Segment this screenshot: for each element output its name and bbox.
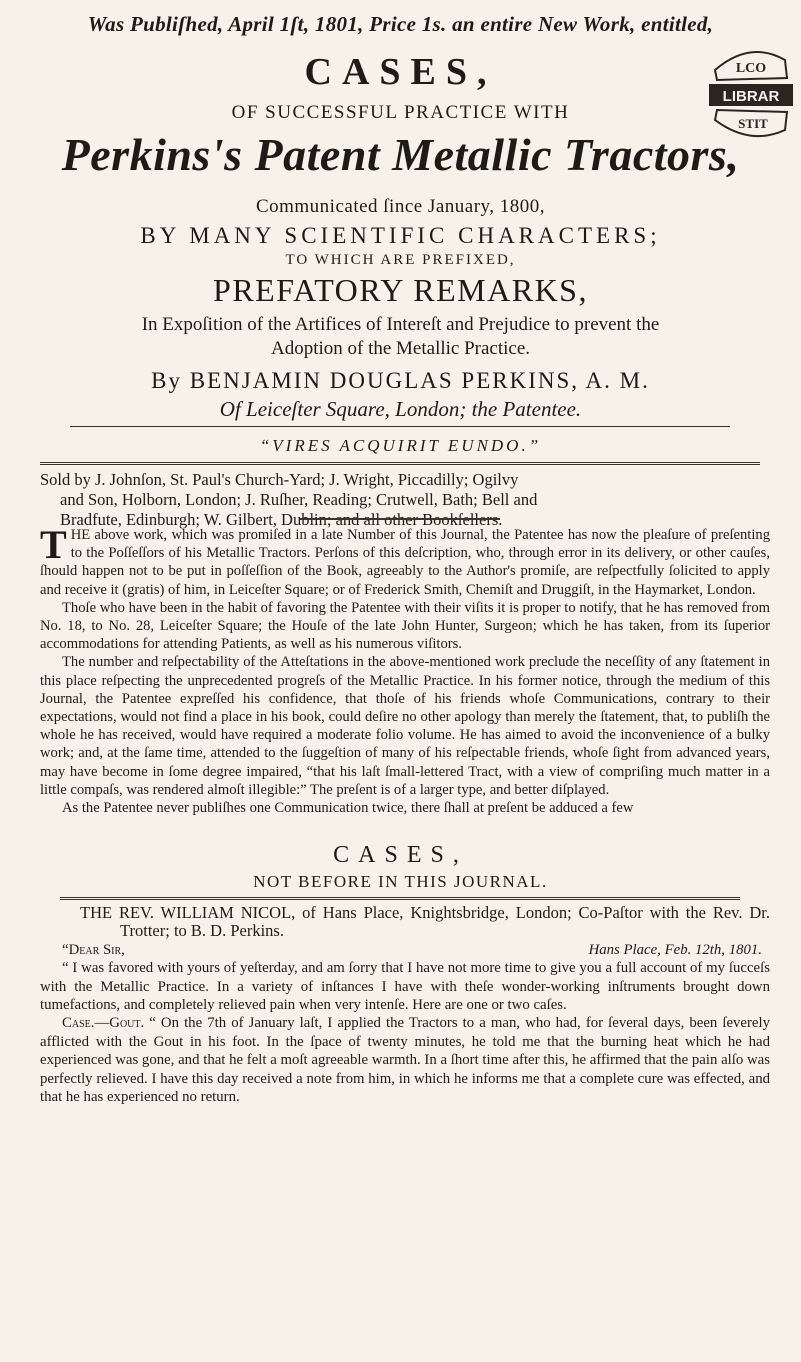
notice-paragraph-1 [40, 522, 770, 599]
letter-case-paragraph [40, 1014, 770, 1106]
sold-by-line-1: Sold by J. Johnſon, St. Paul's Church-Yard; J. Wright, Piccadilly; Ogilvy [40, 470, 519, 489]
adoption-line: Adoption of the Metallic Practice. [270, 338, 531, 359]
drop-cap: T [40, 522, 67, 567]
letter-place-date: Hans Place, Feb. 12th, 1801. [588, 941, 762, 958]
publication-line: Was Publiſhed, April 1ſt, 1801, Price 1s. an entire New Work, entitled, [87, 12, 714, 36]
notice-paragraph-4: As the Patentee never publiſhes one Communication twice, there ſhall at preſent be adduced a few [62, 800, 634, 817]
case-text: “ On the 7th of January laſt, I applied the Tractors to a man, who had, for ſeveral days, been ſeverely afflicted with the Gout in his foot. In the ſpace of twenty minutes, he told me that the burning heat which he had experienced was gone, and that he felt a moſt agreeable warmth. In a ſhort time after this, he affirmed that the pain alſo was perfectly relieved. I have this day received a note from him, in which he informs me that a complete cure was effected, and that he has experienced no return. [40, 1015, 770, 1106]
by-scientific-characters: BY MANY SCIENTIFIC CHARACTERS; [140, 223, 661, 248]
stamp-bottom-text: STIT [738, 116, 768, 131]
motto: “VIRES ACQUIRIT EUNDO.” [259, 436, 542, 455]
exposition-line: In Expoſition of the Artifices of Intereſt and Prejudice to prevent the [141, 314, 660, 335]
main-title: Perkins's Patent Metallic Tractors, [61, 129, 740, 180]
letter-paragraph-1: “ I was favored with yours of yeſterday, and am ſorry that I have not more time to give you a full account of my ſucceſs with the Metallic Practice. In a variety of inſtances I have with theſe wonder-working inſtruments brought down tumefactions, and completely relieved pain when very intenſe. Here are one or two caſes. [40, 960, 770, 1014]
cases-subheading: CASES, [333, 842, 468, 868]
thin-rule [70, 426, 730, 427]
letter-salutation-row [40, 941, 770, 959]
sold-by-block [40, 470, 770, 530]
sold-by-line-2: and Son, Holborn, London; J. Ruſher, Reading; Crutwell, Bath; Bell and [60, 490, 538, 509]
notice-body [40, 522, 770, 817]
cases-title: CASES, [304, 51, 497, 93]
letter-from-line: THE REV. WILLIAM NICOL, of Hans Place, Knightsbridge, London; Co-Paſtor with the Rev. Dr. Trotter; to B. D. Perkins. [80, 903, 770, 941]
double-rule-lower [60, 897, 740, 900]
library-stamp-icon [705, 40, 795, 150]
short-rule [300, 518, 500, 520]
stamp-middle-text: LIBRAR [722, 88, 780, 105]
double-rule [40, 462, 760, 465]
communicated-line: Communicated ſince January, 1800, [255, 196, 546, 217]
case-label: Case.—Gout. [62, 1015, 145, 1032]
not-before-heading: NOT BEFORE IN THIS JOURNAL. [253, 872, 548, 891]
stamp-top-text: LCO [735, 61, 767, 76]
author-address: Of Leiceſter Square, London; the Patentee. [219, 397, 582, 421]
sold-by-line-3: Bradfute, Edinburgh; W. Gilbert, Dublin; and all other Bookſellers. [60, 510, 503, 529]
author-line: By BENJAMIN DOUGLAS PERKINS, A. M. [151, 368, 650, 393]
prefatory-remarks: PREFATORY REMARKS, [213, 272, 588, 308]
notice-paragraph-2: Thoſe who have been in the habit of favoring the Patentee with their viſits it is proper to notify, that he has removed from No. 18, to No. 28, Leiceſter Square; the Houſe of the late John Hunter, Surgeon; which he has taken, from its ſuperior accommodations for attending Patients, as well as his numerous viſitors. [40, 599, 770, 653]
prefixed-line: TO WHICH ARE PREFIXED, [285, 252, 516, 268]
subtitle-successful-practice: OF SUCCESSFUL PRACTICE WITH [231, 102, 570, 123]
notice-paragraph-3: The number and reſpectability of the Atteſtations in the above-mentioned work preclude the neceſſity of any ſtatement in this place reſpecting the unprecedented progreſs of the Metallic Practice. In his former notice, through the medium of this Journal, the Patentee expreſſed his confidence, that thoſe of his friends whoſe Communications, contrary to their expectations, would not find a place in his book, could deſire no other apology than merely the ſtatement, that, to publiſh the whole he has received, would have required a moderate folio volume. He has aimed to avoid the inconvenience of a bulky work; and, at the ſame time, attended to the ſuggeſtion of many of his reſpectable friends, whoſe ſight from advanced years, may have become in ſome degree impaired, “that his laſt ſmall-lettered Tract, with a view of compriſing much matter in a little compaſs, was rendered almoſt illegible:” The preſent is of a larger type, and better diſplayed. [40, 654, 770, 798]
letter-block [40, 904, 770, 1106]
letter-salutation: “Dear Sir, [62, 941, 125, 958]
notice-paragraph-1-text: HE above work, which was promiſed in a late Number of this Journal, the Patentee has now the pleaſure of preſenting to the Poſſeſſors of his Metallic Tractors. Perſons of this deſcription, who, through error in its delivery, or other cauſes, ſhould happen not to be put in poſſeſſion of the Book, agreeably to the Author's promiſe, are reſpectfully ſolicited to apply and receive it (gratis) of him, in Leiceſter Square; or of Frederick Smith, Chemiſt and Druggiſt, in the Haymarket, London. [40, 527, 770, 598]
